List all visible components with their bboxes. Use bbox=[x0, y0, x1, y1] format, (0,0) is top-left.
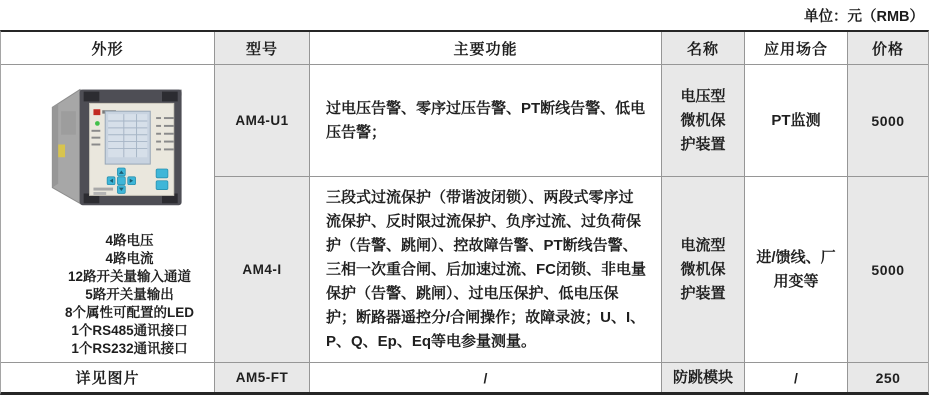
spec-item: 4路电压 bbox=[105, 233, 154, 248]
name-anti-pumping-module: 防跳模块 bbox=[662, 363, 745, 392]
functions-am4-i: 三段式过流保护（带谐波闭锁）、两段式零序过流保护、反时限过流保护、负序过流、过负荷保护（告警、跳闸）、控故障告警、PT断线告警、三相一次重合闸、后加速过流、FC闭锁、非电量保护（告警、跳闸）、过电压保护、低电压保护；断路器遥控分/合闸操作；故障录波；U、I、P、Q、Ep、Eq等电参量测量。 bbox=[310, 177, 662, 363]
spec-item: 4路电流 bbox=[105, 251, 154, 266]
spec-item: 8个属性可配置的LED bbox=[64, 305, 194, 320]
brand-logo bbox=[93, 109, 100, 115]
spec-item: 1个RS485通讯接口 bbox=[71, 323, 188, 338]
header-name: 名称 bbox=[662, 32, 745, 65]
status-led bbox=[95, 121, 100, 126]
name-voltage-type: 电压型微机保护装置 bbox=[662, 65, 745, 177]
spec-item: 5路开关量输出 bbox=[85, 287, 174, 302]
spec-item: 1个RS232通讯接口 bbox=[71, 341, 188, 356]
device-photo bbox=[1, 74, 214, 216]
header-appearance: 外形 bbox=[1, 32, 215, 65]
application-am4-u1: PT监测 bbox=[745, 65, 848, 177]
product-table bbox=[0, 30, 929, 395]
unit-note: 单位：元（RMB） bbox=[803, 8, 924, 25]
io-spec-list bbox=[1, 232, 214, 358]
price-am5-ft: 250 bbox=[848, 363, 928, 392]
header-functions: 主要功能 bbox=[310, 32, 662, 65]
appearance-cell bbox=[1, 65, 215, 363]
model-am4-u1: AM4-U1 bbox=[215, 65, 310, 177]
model-am5-ft: AM5-FT bbox=[215, 363, 310, 392]
price-am4-i: 5000 bbox=[848, 177, 928, 363]
application-am4-i: 进/馈线、厂用变等 bbox=[745, 177, 848, 363]
spec-item: 12路开关量输入通道 bbox=[67, 269, 192, 284]
price-am4-u1: 5000 bbox=[848, 65, 928, 177]
name-current-type: 电流型微机保护装置 bbox=[662, 177, 745, 363]
functions-am4-u1: 过电压告警、零序过压告警、PT断线告警、低电压告警； bbox=[310, 65, 662, 177]
model-am4-i: AM4-I bbox=[215, 177, 310, 363]
side-label bbox=[58, 145, 65, 158]
functions-am5-ft: / bbox=[310, 363, 662, 392]
header-price: 价格 bbox=[848, 32, 928, 65]
protection-relay-image bbox=[46, 74, 184, 216]
header-application: 应用场合 bbox=[745, 32, 848, 65]
header-model: 型号 bbox=[215, 32, 310, 65]
application-am5-ft: / bbox=[745, 363, 848, 392]
see-image-cell: 详见图片 bbox=[1, 363, 215, 392]
